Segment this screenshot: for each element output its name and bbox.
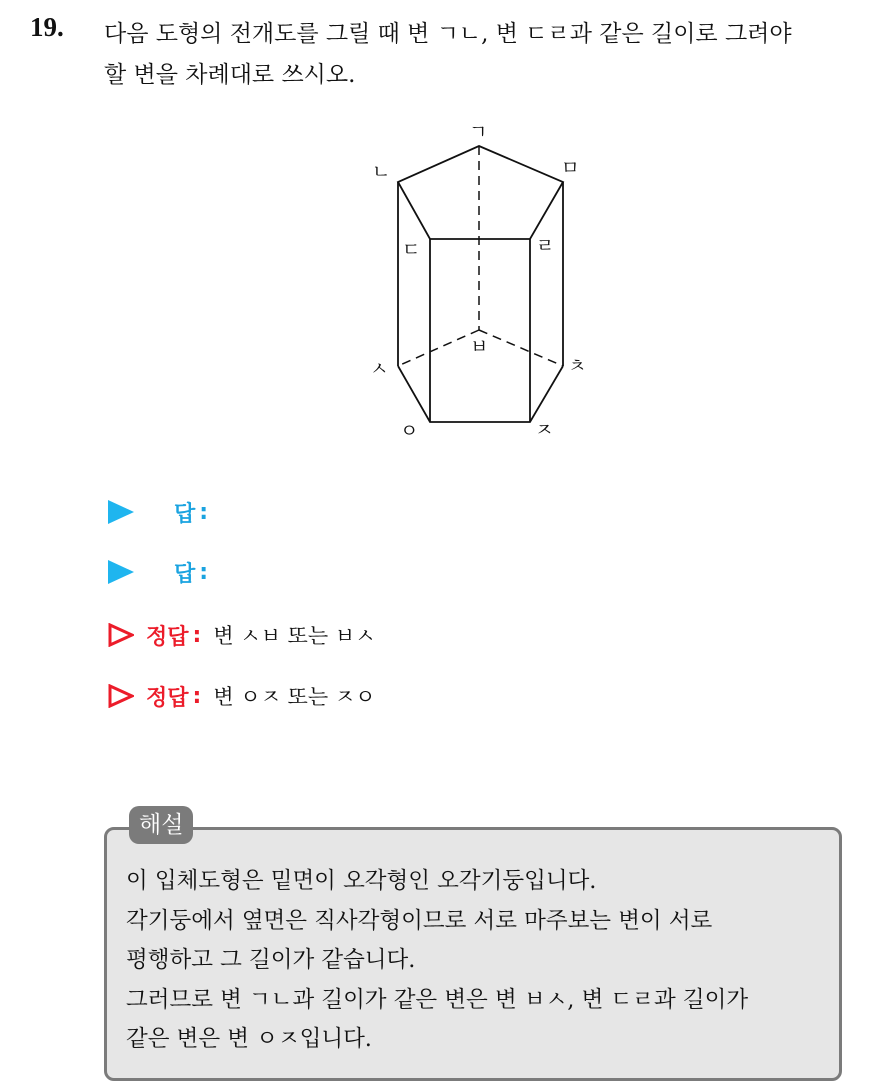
correct-answer-label: 정답 <box>146 624 189 650</box>
vertex-label-o: ㅇ <box>400 420 419 442</box>
vertex-label-m: ㅁ <box>561 157 580 179</box>
prism-hidden-edge <box>479 330 563 366</box>
play-triangle-icon <box>108 560 134 584</box>
vertex-label-n: ㄴ <box>372 161 391 183</box>
correct-answer-row <box>108 618 375 652</box>
answer-colon: : <box>199 499 209 525</box>
vertex-label-g: ㄱ <box>469 121 488 143</box>
explanation-line: 이 입체도형은 밑면이 오각형인 오각기둥입니다. <box>126 868 597 894</box>
play-triangle-icon <box>108 500 134 524</box>
outline-triangle-icon <box>108 684 134 708</box>
answer-row <box>108 495 220 529</box>
vertex-label-s: ㅅ <box>370 358 389 380</box>
vertex-label-j: ㅈ <box>535 419 554 441</box>
correct-answer-value: 변 ㅅㅂ 또는 ㅂㅅ <box>213 624 376 648</box>
prism-hidden-edge <box>398 330 479 366</box>
answer-row <box>108 555 220 589</box>
correct-answer-value: 변 ㅇㅈ 또는 ㅈㅇ <box>213 685 376 709</box>
explanation-line: 평행하고 그 길이가 같습니다. <box>126 947 416 973</box>
answer-label: 답 <box>174 501 196 527</box>
correct-answer-label: 정답 <box>146 685 189 711</box>
vertex-label-b: ㅂ <box>470 336 489 358</box>
explanation-line: 같은 변은 변 ㅇㅈ입니다. <box>126 1026 372 1052</box>
explanation-tag: 해설 <box>129 806 193 844</box>
vertex-label-r: ㄹ <box>536 235 555 257</box>
correct-answer-colon: : <box>192 622 202 648</box>
prism-bottom-edges <box>398 366 563 422</box>
explanation-line: 각기둥에서 옆면은 직사각형이므로 서로 마주보는 변이 서로 <box>126 907 713 934</box>
question-number: 19. <box>30 12 64 42</box>
outline-triangle-icon <box>108 623 134 647</box>
vertex-label-d: ㄷ <box>402 239 421 261</box>
correct-answer-colon: : <box>192 683 202 709</box>
question-line: 할 변을 차례대로 쓰시오. <box>104 62 356 88</box>
explanation-text <box>126 862 846 1060</box>
answer-label: 답 <box>174 561 196 587</box>
answer-colon: : <box>199 559 209 585</box>
correct-answer-row <box>108 679 375 713</box>
prism-top-face <box>398 146 563 239</box>
question-line: 다음 도형의 전개도를 그릴 때 변 ㄱㄴ, 변 ㄷㄹ과 같은 길이로 그려야 <box>104 21 792 47</box>
explanation-line: 그러므로 변 ㄱㄴ과 길이가 같은 변은 변 ㅂㅅ, 변 ㄷㄹ과 길이가 <box>126 986 749 1013</box>
vertex-label-ch: ㅊ <box>568 355 587 377</box>
